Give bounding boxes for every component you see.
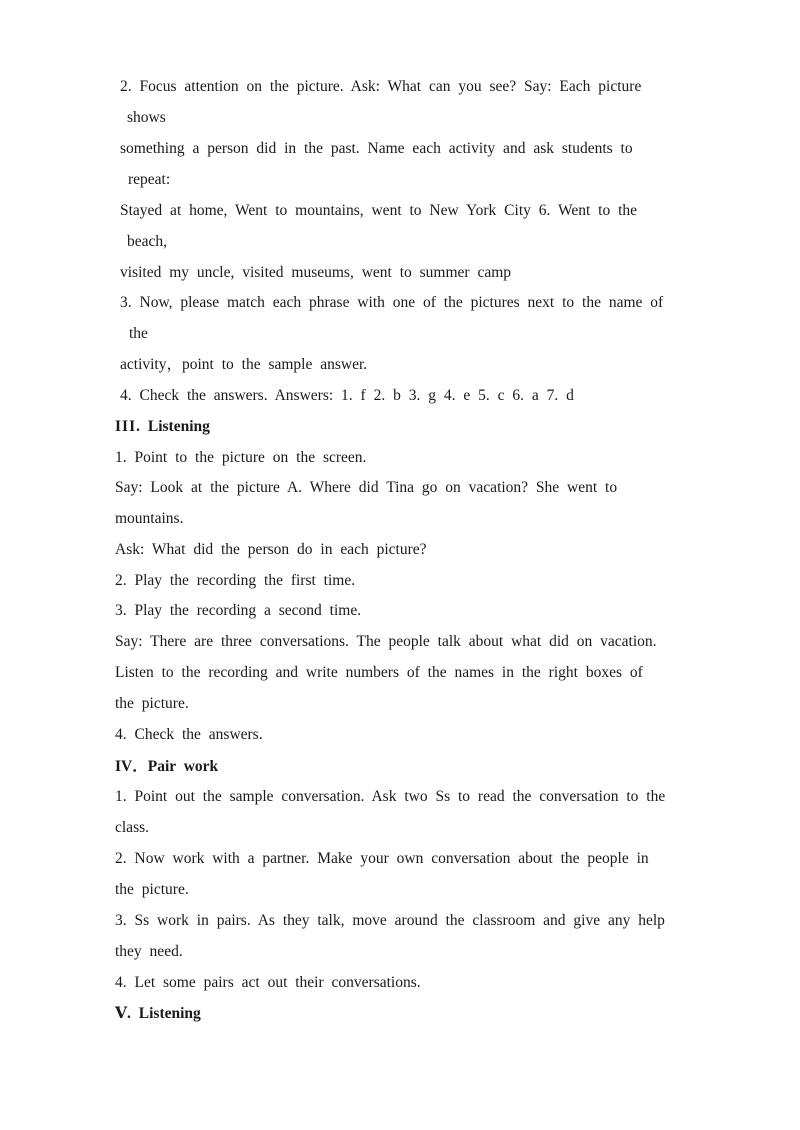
pair-work-step-1-line-1: 1. Point out the sample conversation. Ask two Ss to read the conversation to the [115,788,666,805]
listening-step-3: 3. Play the recording a second time. [115,602,362,619]
step-2-line-6: beach, [127,233,168,250]
listening-say-2-line-1: Say: There are three conversations. The people talk about what did on vacation. [115,633,657,650]
step-2-line-1: 2. Focus attention on the picture. Ask: What can you see? Say: Each picture [120,78,642,95]
listening-say-1-line-1: Say: Look at the picture A. Where did Tina go on vacation? She went to [115,479,618,496]
step-2-line-3: something a person did in the past. Name each activity and ask students to [120,140,633,157]
listening-step-1: 1. Point to the picture on the screen. [115,449,367,466]
step-2-line-2: shows [127,109,166,126]
step-3-line-1: 3. Now, please match each phrase with one of the pictures next to the name of [120,294,664,311]
listening-say-2-line-3: the picture. [115,695,189,712]
step-2-line-4: repeat: [128,171,171,188]
section-iii-title: . Listening [136,418,210,435]
pair-work-step-1-line-2: class. [115,819,150,836]
section-iv-heading: IV．Pair work [115,758,219,775]
step-4-answers: 4. Check the answers. Answers: 1. f 2. b 3. g 4. e 5. c 6. a 7. d [120,387,574,404]
step-3-line-3: activity，point to the sample answer. [120,356,368,373]
pair-work-step-2-line-1: 2. Now work with a partner. Make your own conversation about the people in [115,850,649,867]
listening-say-2-line-2: Listen to the recording and write numbers of the names in the right boxes of [115,664,643,681]
pair-work-step-3-line-2: they need. [115,943,183,960]
section-v-heading: Ⅴ. Listening [115,1005,201,1022]
section-iii-numeral: III [115,418,137,435]
step-2-line-7: visited my uncle, visited museums, went to summer camp [120,264,512,281]
listening-step-2: 2. Play the recording the first time. [115,572,356,589]
listening-say-1-line-2: mountains. [115,510,184,527]
step-2-line-5: Stayed at home, Went to mountains, went to New York City 6. Went to the [120,202,638,219]
section-iii-heading [115,417,210,437]
listening-ask-1: Ask: What did the person do in each picture? [115,541,427,558]
pair-work-step-2-line-2: the picture. [115,881,189,898]
step-3-line-2: the [129,325,148,342]
pair-work-step-3-line-1: 3. Ss work in pairs. As they talk, move around the classroom and give any help [115,912,665,929]
listening-step-4: 4. Check the answers. [115,726,263,743]
pair-work-step-4: 4. Let some pairs act out their conversations. [115,974,421,991]
